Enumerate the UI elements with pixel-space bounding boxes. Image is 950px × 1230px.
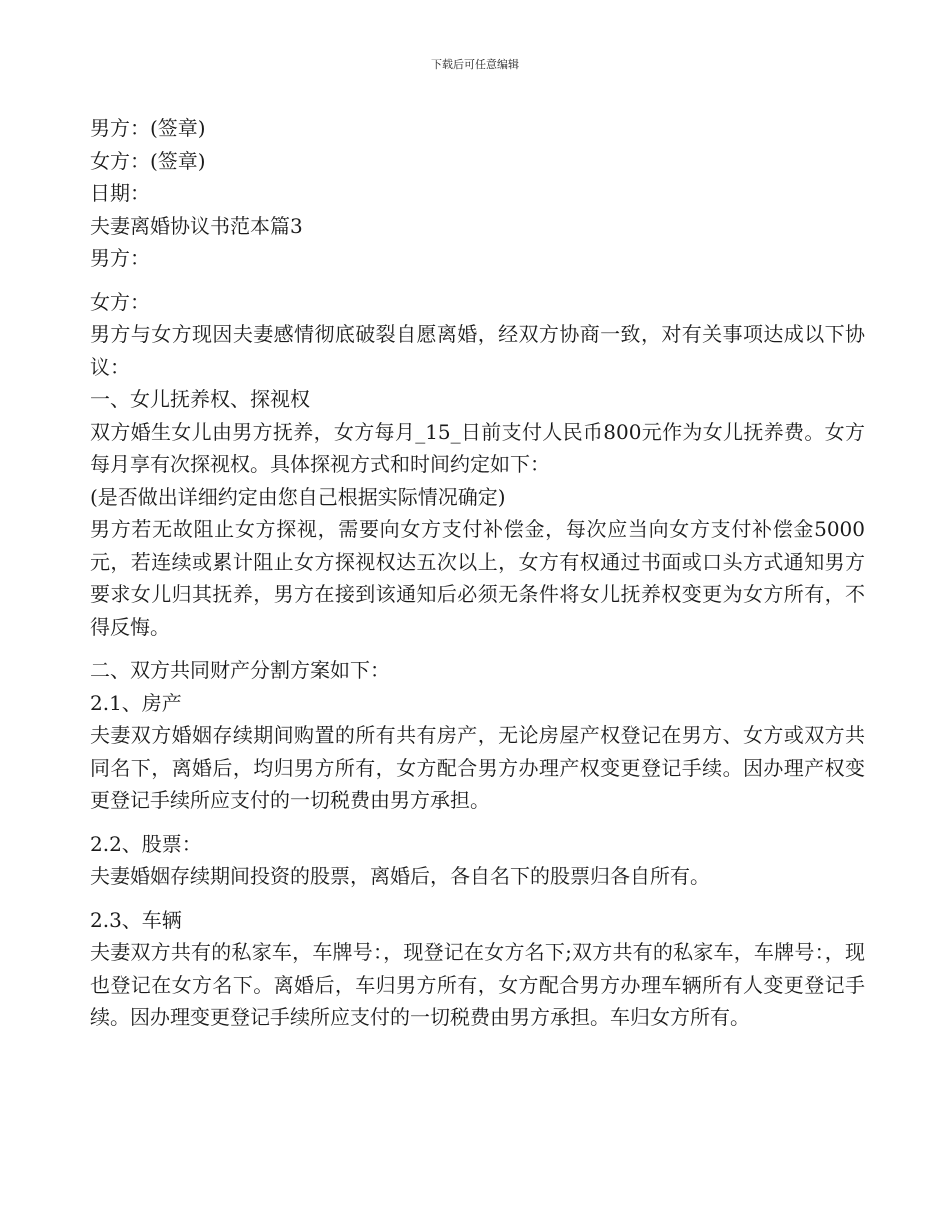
custody-note: (是否做出详细约定由您自己根据实际情况确定) [90,484,506,509]
custody-paragraph: 双方婚生女儿由男方抚养，女方每月_15_日前支付人民币800元作为女儿抚养费。女方每月享有次探视权。具体探视方式和时间约定如下： [90,419,865,476]
female-party-line: 女方： [90,289,150,314]
property-paragraph: 夫妻双方婚姻存续期间购置的所有共有房产，无论房屋产权登记在男方、女方或双方共同名下，离婚后，均归男方所有，女方配合男方办理产权变更登记手续。因办理产权变更登记手续所应支付的一切税费由男方承担。 [90,723,865,812]
section-1-heading: 一、女儿抚养权、探视权 [90,387,310,411]
stocks-paragraph: 夫妻婚姻存续期间投资的股票，离婚后，各自名下的股票归各自所有。 [90,864,710,888]
spacer [90,643,865,654]
agreement-title: 夫妻离婚协议书范本篇3 [90,213,303,238]
section-2-2-heading: 2.2、股票： [90,831,202,856]
visitation-paragraph: 男方若无故阻止女方探视，需要向女方支付补偿金，每次应当向女方支付补偿金5000元，若连续或累计阻止女方探视权达五次以上，女方有权通过书面或口头方式通知男方要求女儿归其抚养，男方在接到该通知后必须无条件将女儿抚养权变更为女方所有，不得反悔。 [90,517,865,639]
section-2-heading: 二、双方共同财产分割方案如下： [90,658,390,682]
male-signature-line: 男方：(签章) [90,116,206,140]
intro-paragraph: 男方与女方现因夫妻感情彻底破裂自愿离婚，经双方协商一致，对有关事项达成以下协议： [90,322,865,379]
female-signature-line: 女方：(签章) [90,148,206,173]
vehicles-paragraph: 夫妻双方共有的私家车，车牌号：，现登记在女方名下;双方共有的私家车，车牌号：，现也登记在女方名下。离婚后，车归男方所有，女方配合男方办理车辆所有人变更登记手续。因办理变更登记手续所应支付的一切税费由男方承担。车归女方所有。 [90,940,865,1029]
spacer [90,893,865,904]
document-body [90,112,865,1034]
spacer [90,817,865,828]
section-2-3-heading: 2.3、车辆 [90,907,182,932]
date-line: 日期： [90,181,150,205]
spacer [90,275,865,286]
page-header: 下载后可任意编辑 [431,58,519,71]
section-2-1-heading: 2.1、房产 [90,690,182,715]
male-party-line: 男方： [90,246,150,270]
